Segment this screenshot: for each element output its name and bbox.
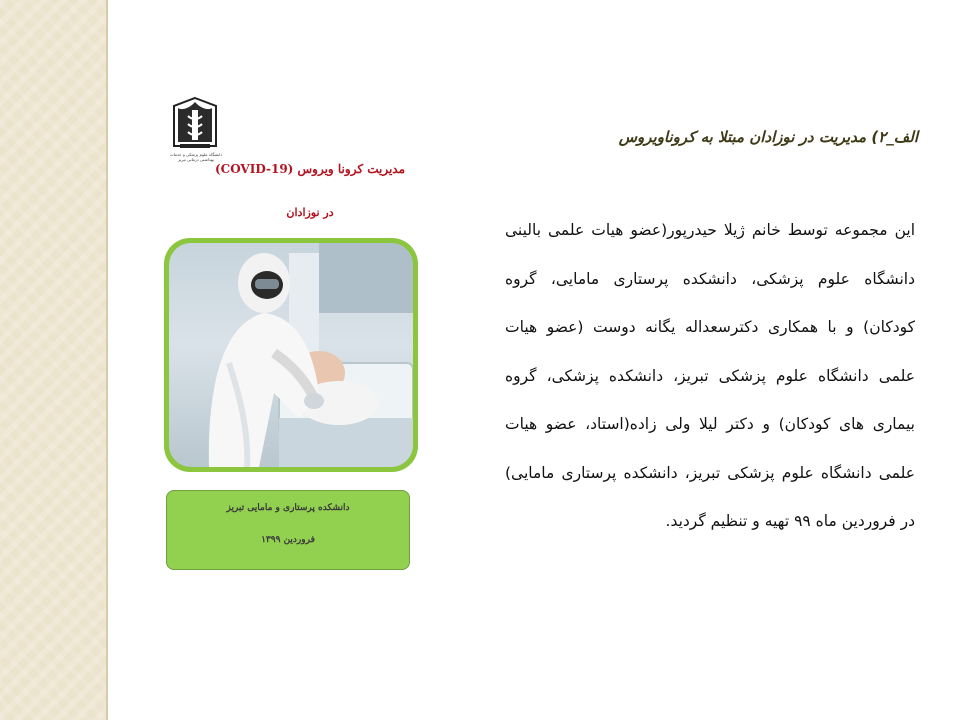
slide-body-text: این مجموعه توسط خانم ژیلا حیدرپور(عضو هیات علمی بالینی دانشگاه علوم پزشکی، دانشکده پرستاری مامایی، گروه کودکان) و با همکاری دکترسعداله یگانه دوست (عضو هیات علمی دانشگاه علوم پزشکی تبریز، دانشکده پزشکی، گروه بیماری های کودکان) و دکتر لیلا ولی زاده(استاد، عضو هیات علمی دانشگاه علوم پزشکی تبریز، دانشکده پرستاری مامایی) در فروردین ماه ۹۹ تهیه و تنظیم گردید.	[505, 221, 915, 530]
slide-heading: الف_۲) مدیریت در نوزادان مبتلا به کروناویروس	[618, 128, 918, 146]
cover-footer-box	[166, 490, 410, 570]
decorative-side-band	[0, 0, 106, 720]
cover-title: مدیریت کرونا ویروس (COVID-19)	[214, 162, 406, 176]
book-cover-image	[160, 90, 430, 580]
side-band-divider	[106, 0, 108, 720]
healthcare-worker-with-newborn-photo	[169, 243, 413, 467]
footer-institution: دانشکده پرستاری و مامایی تبریز	[226, 503, 350, 513]
university-emblem-icon	[170, 96, 220, 154]
photo-frame	[164, 238, 418, 472]
cover-subtitle: در نوزادان	[286, 206, 334, 219]
footer-date: فروردین ۱۳۹۹	[261, 535, 315, 545]
logo-caption: دانشگاه علوم پزشکی و خدمات بهداشتی درمانی تبریز	[169, 152, 223, 162]
